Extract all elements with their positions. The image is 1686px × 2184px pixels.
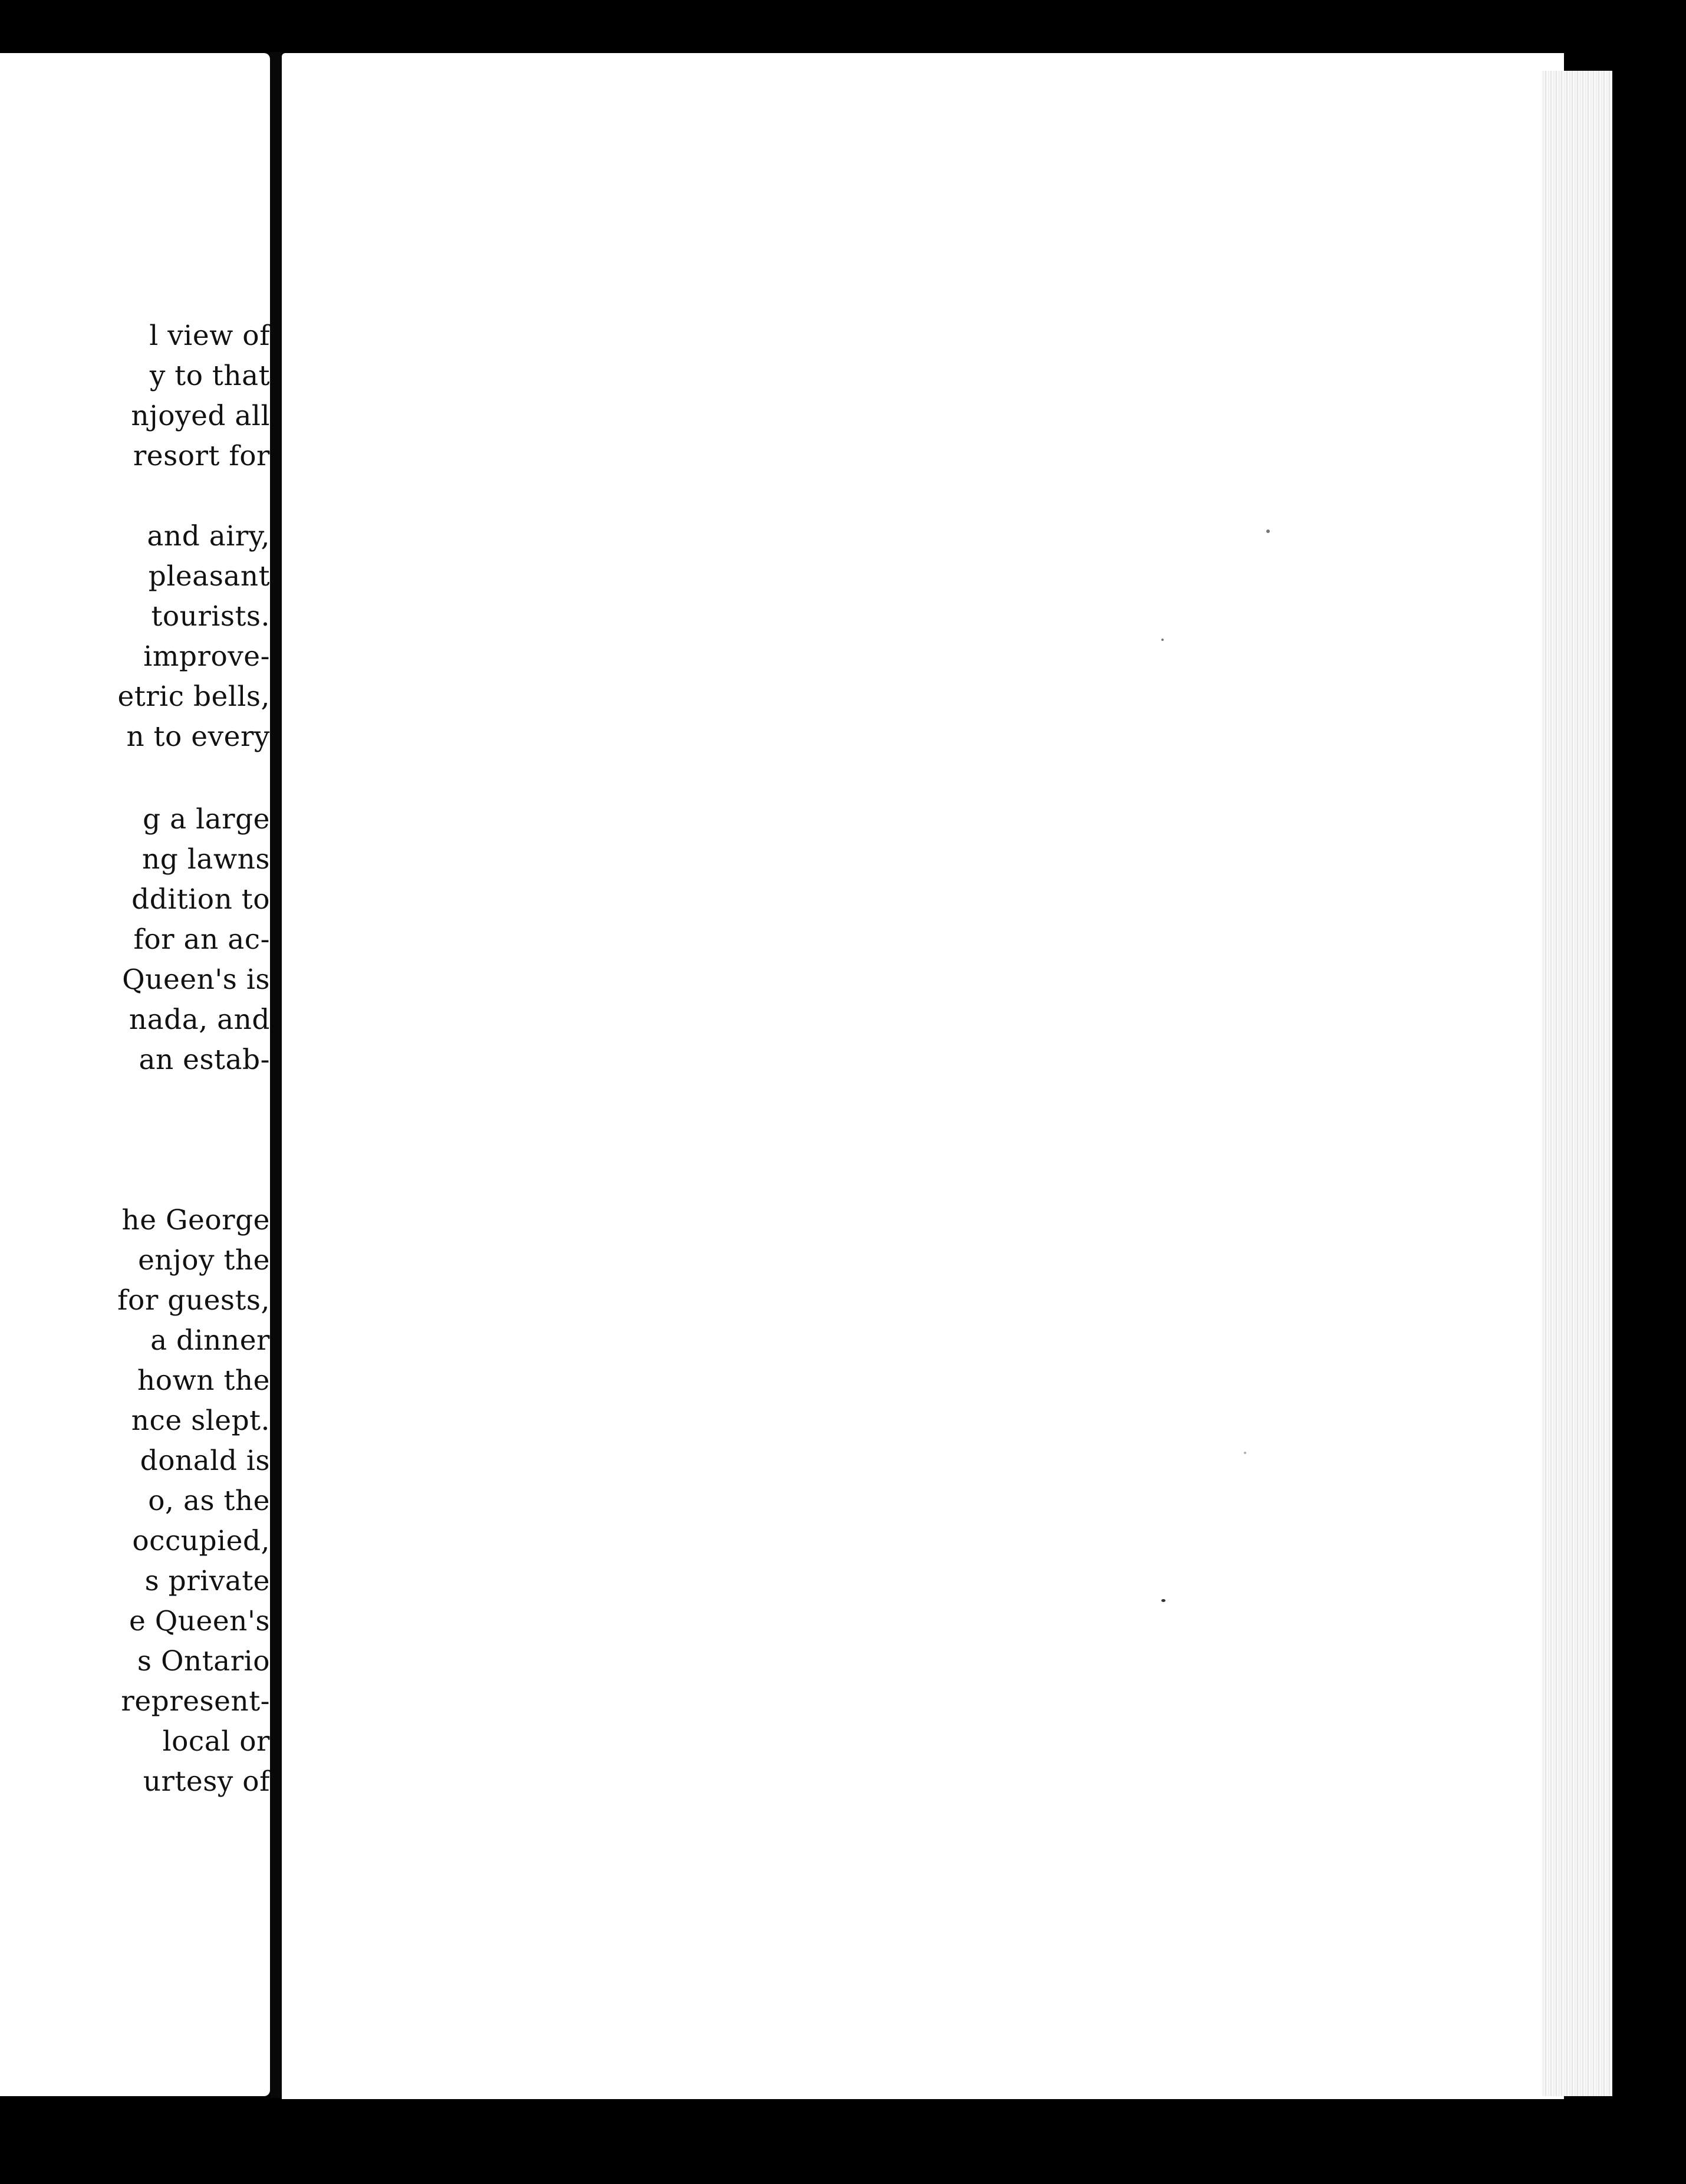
right-page-blank bbox=[282, 53, 1564, 2099]
text-line: hown the bbox=[137, 1364, 270, 1397]
text-line: ddition to bbox=[131, 883, 270, 916]
left-page-text-column bbox=[0, 53, 270, 2096]
text-line: urtesy of bbox=[143, 1765, 270, 1798]
book-gutter bbox=[270, 52, 282, 2098]
text-line: g a large bbox=[143, 803, 270, 836]
text-line: occupied, bbox=[132, 1525, 270, 1557]
text-line: s private bbox=[144, 1565, 270, 1597]
left-page bbox=[0, 53, 270, 2096]
paper-speck bbox=[1266, 529, 1270, 533]
text-line: represent- bbox=[121, 1685, 270, 1718]
text-line: pleasant bbox=[148, 560, 270, 593]
text-line: s Ontario bbox=[137, 1645, 270, 1678]
text-line: njoyed all bbox=[131, 400, 270, 432]
text-line: tourists. bbox=[151, 600, 270, 633]
paper-speck bbox=[1161, 1599, 1165, 1602]
text-line: he George bbox=[121, 1204, 270, 1236]
text-line: for an ac- bbox=[133, 923, 270, 956]
text-line: o, as the bbox=[148, 1485, 270, 1517]
text-line: and airy, bbox=[147, 520, 270, 552]
text-line: etric bells, bbox=[117, 680, 270, 713]
text-line: for guests, bbox=[117, 1284, 270, 1317]
text-line: nce slept. bbox=[131, 1405, 270, 1437]
page-stack-edge bbox=[1542, 71, 1612, 2096]
text-line: donald is bbox=[140, 1445, 270, 1477]
text-line: local or bbox=[162, 1725, 270, 1758]
text-line: improve- bbox=[143, 640, 270, 673]
text-line: e Queen's bbox=[129, 1605, 270, 1637]
text-line: ng lawns bbox=[142, 843, 270, 876]
text-line: an estab- bbox=[139, 1044, 270, 1076]
text-line: y to that bbox=[149, 360, 270, 392]
paper-speck bbox=[1161, 639, 1164, 641]
text-line: enjoy the bbox=[138, 1244, 270, 1277]
paper-speck bbox=[1244, 1452, 1246, 1454]
text-line: resort for bbox=[133, 440, 270, 472]
text-line: n to every bbox=[126, 721, 270, 753]
text-line: a dinner bbox=[150, 1324, 270, 1357]
text-line: l view of bbox=[149, 320, 270, 352]
text-line: Queen's is bbox=[122, 963, 270, 996]
text-line: nada, and bbox=[129, 1004, 270, 1036]
